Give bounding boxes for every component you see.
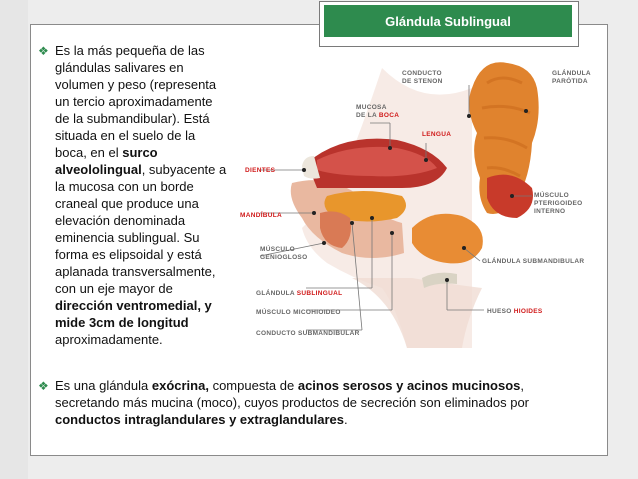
- label-conducto-stenon-line2: DE STENON: [402, 78, 443, 85]
- label-mucosa-boca: [356, 104, 399, 120]
- label-lengua: LENGUA: [422, 131, 452, 138]
- bullet1-bold-1: surco alveololingual: [55, 145, 158, 177]
- label-dientes: DIENTES: [245, 167, 276, 174]
- bullet2-bold-2: acinos serosos y acinos mucinosos: [297, 378, 521, 393]
- bullet2-bold-1: exócrina,: [151, 378, 209, 393]
- label-musculo-geniogloso: [260, 246, 307, 262]
- label-mucosa-line1: MUCOSA: [356, 104, 387, 111]
- label-mandibula: MANDÍBULA: [240, 212, 283, 219]
- label-glandula-parotida-line1: GLÁNDULA: [552, 70, 591, 77]
- label-musculo-pterigoideo: [534, 192, 582, 216]
- label-conducto-submandibular: CONDUCTO SUBMANDIBULAR: [256, 330, 360, 337]
- label-ptery-line2: PTERIGOIDEO: [534, 200, 583, 207]
- label-conducto-stenon: [402, 70, 443, 86]
- bullet2-text-4: .: [343, 412, 348, 427]
- bullet1-text-1: Es la más pequeña de las glándulas salivares en volumen y peso (representa un tercio aproximadamente de la submandibular). Está situada en el suelo de la boca, en el: [55, 43, 217, 160]
- bullet1-text-2: , subyacente a la mucosa con un borde craneal que produce una elevación denominada eminencia sublingual. Su forma es elipsoidal y está aplanada transversalmente, con un eje mayor de: [55, 162, 227, 296]
- bullet2-text-3: , secretando más mucina (moco), cuyos productos de secreción son eliminados por: [55, 378, 530, 410]
- label-genio-line2: GENIOGLOSO: [260, 254, 308, 261]
- bullet-paragraph-1: [55, 42, 230, 348]
- bullet2-text-1: Es una glándula: [55, 378, 152, 393]
- label-hioides-a: HUESO: [487, 308, 514, 315]
- diamond-bullet-icon: ❖: [38, 44, 49, 58]
- slide-title: Glándula Sublingual: [324, 5, 572, 37]
- label-hioides-b: HIOIDES: [513, 308, 543, 315]
- label-musculo-milohioideo: MÚSCULO MICOHIOIDEO: [256, 309, 341, 316]
- label-mucosa-line2b: BOCA: [378, 112, 400, 119]
- label-ptery-line3: INTERNO: [534, 208, 566, 215]
- label-glandula-sublingual: [256, 290, 342, 298]
- label-glandula-submandibular: GLÁNDULA SUBMANDIBULAR: [482, 258, 585, 265]
- label-mucosa-line2a: DE LA: [356, 112, 379, 119]
- left-stripe: [0, 0, 28, 479]
- bullet2-bold-3: conductos intraglandulares y extraglandulares: [55, 412, 344, 427]
- label-genio-line1: MÚSCULO: [260, 246, 295, 253]
- label-glandula-parotida-line2: PARÓTIDA: [552, 78, 588, 85]
- bullet2-text-2: compuesta de: [208, 378, 298, 393]
- label-glandula-parotida: [552, 70, 591, 86]
- label-hueso-hioides: [487, 308, 543, 316]
- bullet1-text-3: aproximadamente.: [55, 332, 163, 347]
- bullet-paragraph-2: [55, 377, 575, 428]
- label-sublingual-b: SUBLINGUAL: [296, 290, 343, 297]
- bullet1-bold-2: dirección ventromedial, y mide 3cm de longitud: [55, 298, 212, 330]
- diamond-bullet-icon: ❖: [38, 379, 49, 393]
- label-sublingual-a: GLÁNDULA: [256, 290, 297, 297]
- label-ptery-line1: MÚSCULO: [534, 192, 569, 199]
- label-conducto-stenon-line1: CONDUCTO: [402, 70, 442, 77]
